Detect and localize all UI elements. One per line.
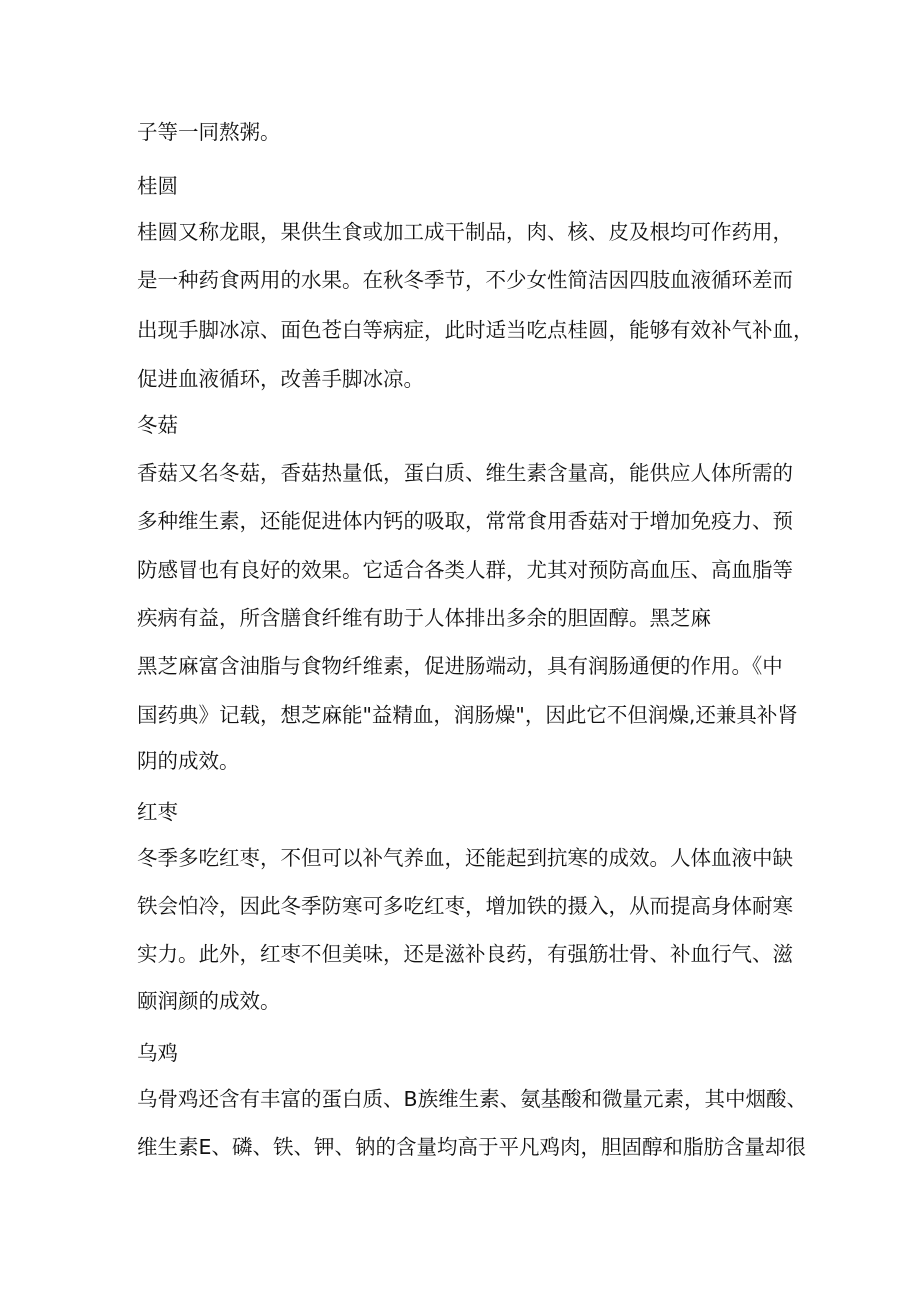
text-line-19: 颐润颜的成效。 <box>137 989 281 1013</box>
heading-guiyuan: 桂圆 <box>137 174 178 198</box>
text-line-10: 防感冒也有良好的效果。它适合各类人群，尤其对预防高血压、高血脂等 <box>137 558 793 582</box>
text-line-22: 维生素E、磷、铁、钾、钠的含量均高于平凡鸡肉，胆固醇和脂肪含量却很 <box>137 1135 806 1159</box>
text-line-17: 铁会怕冷，因此冬季防寒可多吃红枣，增加铁的摄入，从而提高身体耐寒 <box>137 894 793 918</box>
text-line-5: 出现手脚冰凉、面色苍白等病症，此时适当吃点桂圆，能够有效补气补血， <box>137 318 814 342</box>
heading-wuji: 乌鸡 <box>137 1041 178 1065</box>
text-line-8: 香菇又名冬菇，香菇热量低，蛋白质、维生素含量高，能供应人体所需的 <box>137 461 793 485</box>
text-line-1: 子等一同熬粥。 <box>137 120 281 144</box>
text-line-21: 乌骨鸡还含有丰富的蛋白质、B族维生素、氨基酸和微量元素，其中烟酸、 <box>137 1087 808 1111</box>
text-line-18: 实力。此外，红枣不但美味，还是滋补良药，有强筋壮骨、补血行气、滋 <box>137 942 793 966</box>
text-line-12: 黑芝麻富含油脂与食物纤维素，促进肠端动，具有润肠通便的作用。《中 <box>137 654 783 678</box>
heading-hongzao: 红枣 <box>137 800 178 824</box>
text-line-9: 多种维生素，还能促进体内钙的吸取，常常食用香菇对于增加免疫力、预 <box>137 509 793 533</box>
text-line-16: 冬季多吃红枣，不但可以补气养血，还能起到抗寒的成效。人体血液中缺 <box>137 846 793 870</box>
text-line-14: 阴的成效。 <box>137 749 240 773</box>
text-line-3: 桂圆又称龙眼，果供生食或加工成干制品，肉、核、皮及根均可作药用， <box>137 220 793 244</box>
text-line-13: 国药典》记载，想芝麻能"益精血，润肠燥"，因此它不但润燥,还兼具补肾 <box>137 703 798 727</box>
text-line-6: 促进血液循环，改善手脚冰凉。 <box>137 367 424 391</box>
text-line-4: 是一种药食两用的水果。在秋冬季节，不少女性简洁因四肢血液循环差而 <box>137 268 793 292</box>
heading-donggu: 冬菇 <box>137 413 178 437</box>
text-line-11: 疾病有益，所含膳食纤维有助于人体排出多余的胆固醇。黑芝麻 <box>137 606 711 630</box>
